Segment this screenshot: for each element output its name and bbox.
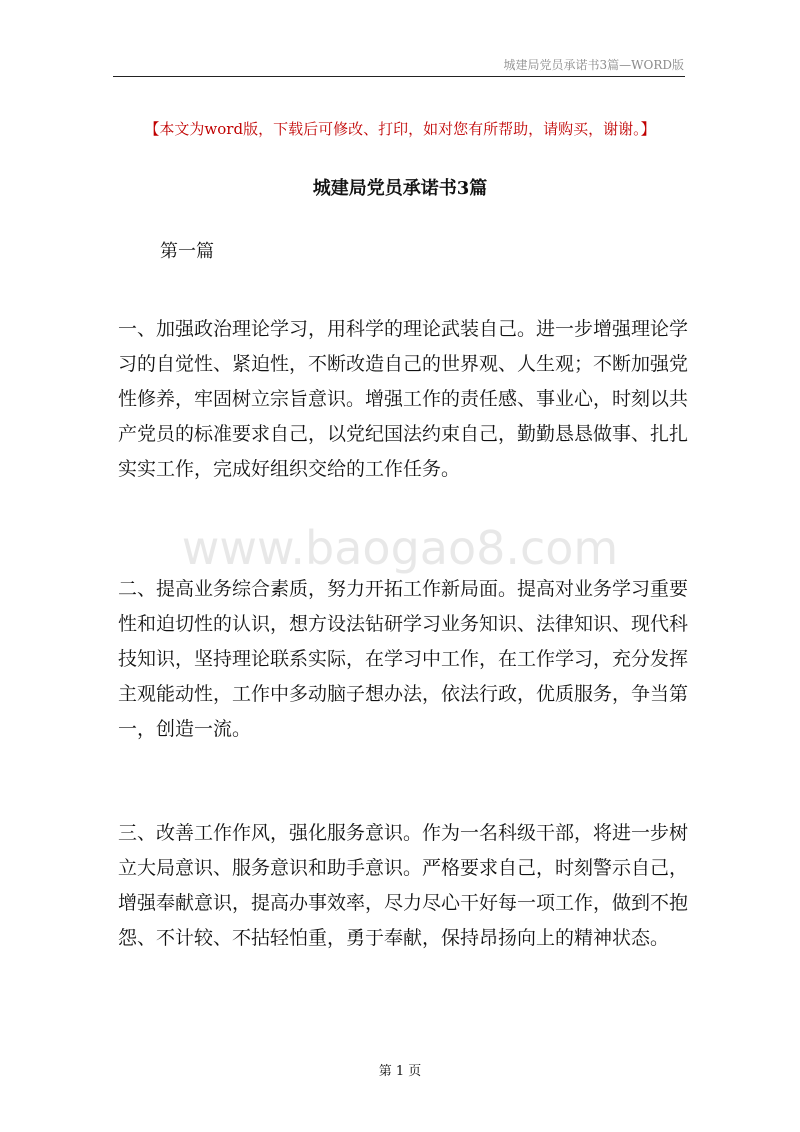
paragraph-3: 三、改善工作作风，强化服务意识。作为一名科级干部，将进一步树立大局意识、服务意识和助手意识。严格要求自己，时刻警示自己，增强奉献意识，提高办事效率，尽力尽心干好每一项工作，做到不抱怨、不计较、不拈轻怕重，勇于奉献，保持昂扬向上的精神状态。: [118, 822, 689, 949]
running-header: 城建局党员承诺书3篇—WORD版: [503, 58, 684, 72]
paragraph-1: 一、加强政治理论学习，用科学的理论武装自己。进一步增强理论学习的自觉性、紧迫性，不断改造自己的世界观、人生观；不断加强党性修养，牢固树立宗旨意识。增强工作的责任感、事业心，时刻以共产党员的标准要求自己，以党纪国法约束自己，勤勤恳恳做事、扎扎实实工作，完成好组织交给的工作任务。: [118, 318, 689, 480]
paragraph-2: 二、提高业务综合素质，努力开拓工作新局面。提高对业务学习重要性和迫切性的认识，想方设法钻研学习业务知识、法律知识、现代科技知识，坚持理论联系实际，在学习中工作，在工作学习，充分发挥主观能动性，工作中多动脑子想办法，依法行政，优质服务，争当第一，创造一流。: [118, 578, 689, 740]
page-number: 第 1 页: [378, 1064, 422, 1079]
word-version-notice: 【本文为word版，下载后可修改、打印，如对您有所帮助，请购买，谢谢。】: [144, 120, 656, 138]
watermark: www.baogao8.com: [181, 521, 619, 575]
document-title: 城建局党员承诺书3篇: [312, 178, 488, 199]
section-label: 第一篇: [160, 241, 214, 262]
header-divider: [113, 76, 685, 77]
